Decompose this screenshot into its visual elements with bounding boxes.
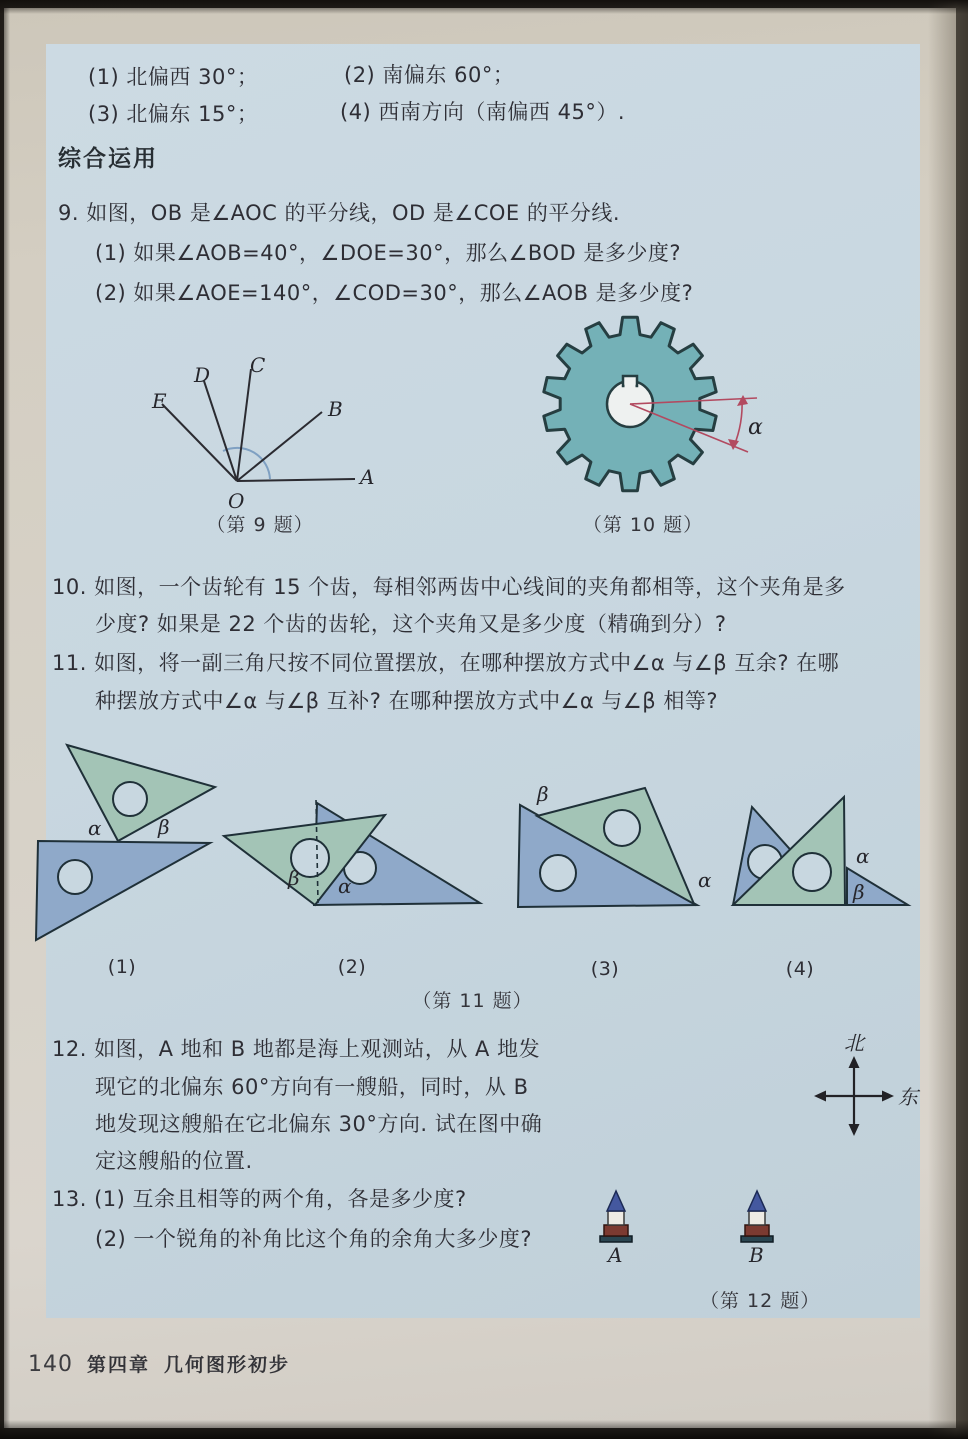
lighthouse-B xyxy=(741,1191,773,1242)
figure11-set-squares xyxy=(20,735,940,960)
label-B: B xyxy=(328,397,343,421)
arrangement4-label: (4) xyxy=(785,958,815,980)
arrangement-2 xyxy=(224,800,480,905)
arc-arrow-top xyxy=(737,395,748,406)
section-title: 综合运用 xyxy=(58,146,158,172)
arrangement-4 xyxy=(733,797,908,905)
warmup-item-4: (4) 西南方向（南偏西 45°）. xyxy=(340,100,625,124)
problem12-line3: 地发现这艘船在它北偏东 30°方向. 试在图中确 xyxy=(95,1112,543,1136)
arrangement2-label: (2) xyxy=(337,956,367,978)
problem13-line2: (2) 一个锐角的补角比这个角的余角大多少度? xyxy=(95,1227,533,1251)
problem11-line1: 11. 如图，将一副三角尺按不同位置摆放，在哪种摆放方式中∠α 与∠β 互余? 在哪 xyxy=(52,651,840,675)
label-C: C xyxy=(250,353,266,377)
problem10-line1: 10. 如图，一个齿轮有 15 个齿，每相邻两齿中心线间的夹角都相等，这个夹角是多 xyxy=(52,575,846,599)
beta-2: β xyxy=(288,866,300,890)
station-B-label: B xyxy=(749,1243,765,1267)
arrangement1-label: (1) xyxy=(107,956,137,978)
figure9-caption: （第 9 题） xyxy=(206,514,314,536)
problem12-line2: 现它的北偏东 60°方向有一艘船，同时，从 B xyxy=(95,1075,529,1099)
figure11-caption: （第 11 题） xyxy=(412,990,533,1012)
alpha-3: α xyxy=(698,868,712,892)
label-D: D xyxy=(194,363,211,387)
warmup-item-2: (2) 南偏东 60°； xyxy=(344,63,515,87)
page-number: 140 xyxy=(28,1352,73,1377)
problem12-line1: 12. 如图，A 地和 B 地都是海上观测站，从 A 地发 xyxy=(52,1037,541,1061)
chapter-number: 第四章 xyxy=(87,1354,151,1376)
alpha-1: α xyxy=(88,816,102,840)
beta-3: β xyxy=(537,782,549,806)
problem10-line2: 少度? 如果是 22 个齿的齿轮，这个夹角又是多少度（精确到分）? xyxy=(95,612,727,636)
figure10-caption: （第 10 题） xyxy=(582,514,704,536)
warmup-item-1: (1) 北偏西 30°； xyxy=(88,65,259,89)
lighthouse-A xyxy=(600,1191,632,1242)
problem9-q1: (1) 如果∠AOB=40°，∠DOE=30°，那么∠BOD 是多少度? xyxy=(95,241,681,265)
rays xyxy=(162,369,355,481)
beta-1: β xyxy=(158,815,170,839)
alpha-2: α xyxy=(338,874,352,898)
compass-rose xyxy=(810,1030,920,1140)
problem12-line4: 定这艘船的位置. xyxy=(95,1149,253,1173)
arrangement3-label: (3) xyxy=(590,958,620,980)
page-footer xyxy=(28,1350,290,1377)
arrangement-1 xyxy=(36,745,215,940)
problem9-line1: 9. 如图，OB 是∠AOC 的平分线，OD 是∠COE 的平分线. xyxy=(58,201,621,225)
problem13-line1: 13. (1) 互余且相等的两个角，各是多少度? xyxy=(52,1187,467,1211)
label-E: E xyxy=(152,389,167,413)
alpha-4: α xyxy=(856,844,870,868)
figure12-caption: （第 12 题） xyxy=(700,1290,821,1312)
problem11-line2: 种摆放方式中∠α 与∠β 互补? 在哪种摆放方式中∠α 与∠β 相等? xyxy=(95,689,718,713)
chapter-title: 几何图形初步 xyxy=(164,1354,291,1376)
beta-4: β xyxy=(853,880,865,904)
station-A-label: A xyxy=(608,1243,623,1267)
compass-cross xyxy=(824,1066,884,1126)
compass-north-label: 北 xyxy=(844,1031,864,1055)
compass-east-label: 东 xyxy=(898,1085,918,1109)
warmup-item-3: (3) 北偏东 15°； xyxy=(88,102,259,126)
label-alpha: α xyxy=(748,415,763,440)
problem9-q2: (2) 如果∠AOE=140°，∠COD=30°，那么∠AOB 是多少度? xyxy=(95,281,694,305)
label-A: A xyxy=(360,465,375,489)
figure10-gear xyxy=(520,300,780,540)
figure9-angle-rays xyxy=(130,350,390,530)
label-O: O xyxy=(228,489,245,513)
